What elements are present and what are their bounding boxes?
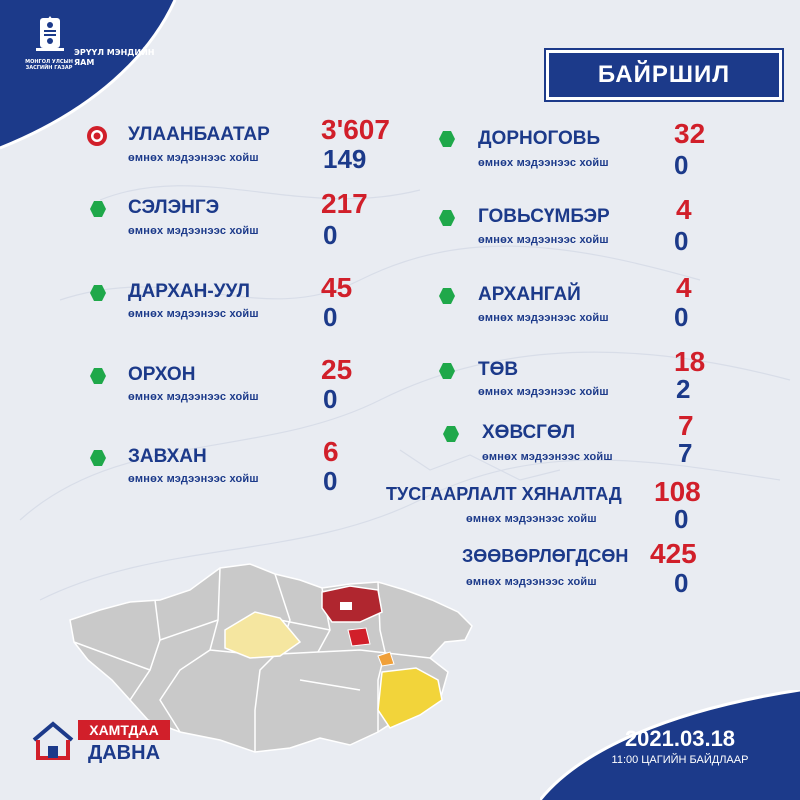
hexagon-icon (89, 367, 107, 385)
total-transferred: 425 (650, 538, 697, 569)
date-block (580, 726, 780, 766)
transferred-label: ЗӨӨВӨРЛӨГДСӨН (462, 546, 629, 566)
hexagon-icon (89, 200, 107, 218)
hexagon-icon (438, 287, 456, 305)
province-name-darkhan-uul: ДАРХАН-УУЛ (128, 281, 250, 302)
hexagon-icon (438, 130, 456, 148)
since-previous-label: өмнөх мэдээнээс хойш (128, 473, 259, 485)
province-name-govisumber: ГОВЬСҮМБЭР (478, 206, 610, 227)
province-name-dornogovi: ДОРНОГОВЬ (478, 128, 601, 149)
province-name-khuvsgul: ХӨВСГӨЛ (482, 422, 576, 443)
map-region-ub (348, 628, 370, 646)
since-previous-label: өмнөх мэдээнээс хойш (128, 225, 259, 237)
new-quarantine: 0 (674, 504, 689, 534)
ministry-logo (14, 14, 164, 74)
province-name-tuv: ТӨВ (478, 359, 519, 380)
new-cases: 0 (323, 302, 338, 332)
total-cases: 45 (321, 272, 353, 303)
campaign-line2: ДАВНА (87, 742, 161, 764)
total-quarantine: 108 (654, 476, 701, 507)
new-cases: 0 (323, 220, 338, 250)
hexagon-icon (442, 425, 460, 443)
since-previous-label: өмнөх мэдээнээс хойш (478, 312, 609, 324)
new-cases: 0 (674, 226, 689, 256)
hexagon-icon (89, 449, 107, 467)
province-name-selenge: СЭЛЭНГЭ (128, 197, 220, 218)
report-time: 11:00 ЦАГИЙН БАЙДЛААР (611, 754, 749, 766)
new-transferred: 0 (674, 568, 689, 598)
new-cases: 149 (323, 144, 367, 174)
total-cases: 3'607 (321, 114, 390, 145)
hexagon-icon (438, 209, 456, 227)
quarantine-label: ТУСГААРЛАЛТ ХЯНАЛТАД (386, 484, 622, 504)
province-name-zavkhan: ЗАВХАН (128, 446, 207, 467)
hexagon-icon (89, 284, 107, 302)
total-cases: 7 (678, 410, 694, 441)
since-previous-label: өмнөх мэдээнээс хойш (466, 513, 597, 525)
new-cases: 0 (323, 384, 338, 414)
hexagon-icon (438, 362, 456, 380)
since-previous-label: өмнөх мэдээнээс хойш (482, 451, 613, 463)
since-previous-label: өмнөх мэдээнээс хойш (466, 576, 597, 588)
page-title: БАЙРШИЛ (597, 61, 731, 88)
ministry-name: ЭРҮҮЛ МЭНДИЙН ЯАМ (74, 48, 155, 67)
since-previous-label: өмнөх мэдээнээс хойш (128, 308, 259, 320)
campaign-line1: ХАМТДАА (78, 720, 170, 740)
government-label: МОНГОЛ УЛСЫН ЗАСГИЙН ГАЗАР (25, 59, 73, 71)
total-cases: 25 (321, 354, 353, 385)
total-cases: 32 (674, 118, 706, 149)
new-cases: 7 (678, 438, 693, 468)
since-previous-label: өмнөх мэдээнээс хойш (478, 386, 609, 398)
since-previous-label: өмнөх мэдээнээс хойш (478, 157, 609, 169)
ger-icon (30, 718, 76, 764)
total-cases: 4 (676, 194, 692, 225)
new-cases: 0 (674, 302, 689, 332)
soyombo-emblem-icon (34, 14, 66, 58)
map-region-dornogovi (378, 668, 442, 728)
title-banner (546, 50, 782, 100)
since-previous-label: өмнөх мэдээнээс хойш (478, 234, 609, 246)
province-name-orkhon: ОРХОН (128, 364, 196, 385)
province-name-arkhangai: АРХАНГАЙ (478, 284, 581, 305)
total-cases: 18 (674, 346, 706, 377)
total-cases: 4 (676, 272, 692, 303)
province-name-ulaanbaatar: УЛААНБААТАР (128, 124, 270, 145)
new-cases: 0 (674, 150, 689, 180)
since-previous-label: өмнөх мэдээнээс хойш (128, 152, 259, 164)
new-cases: 2 (676, 374, 691, 404)
location-pin-icon (86, 125, 108, 147)
since-previous-label: өмнөх мэдээнээс хойш (128, 391, 259, 403)
total-cases: 6 (323, 436, 339, 467)
campaign-logo (30, 712, 180, 772)
total-cases: 217 (321, 188, 368, 219)
report-date: 2021.03.18 (624, 726, 736, 751)
new-cases: 0 (323, 466, 338, 496)
